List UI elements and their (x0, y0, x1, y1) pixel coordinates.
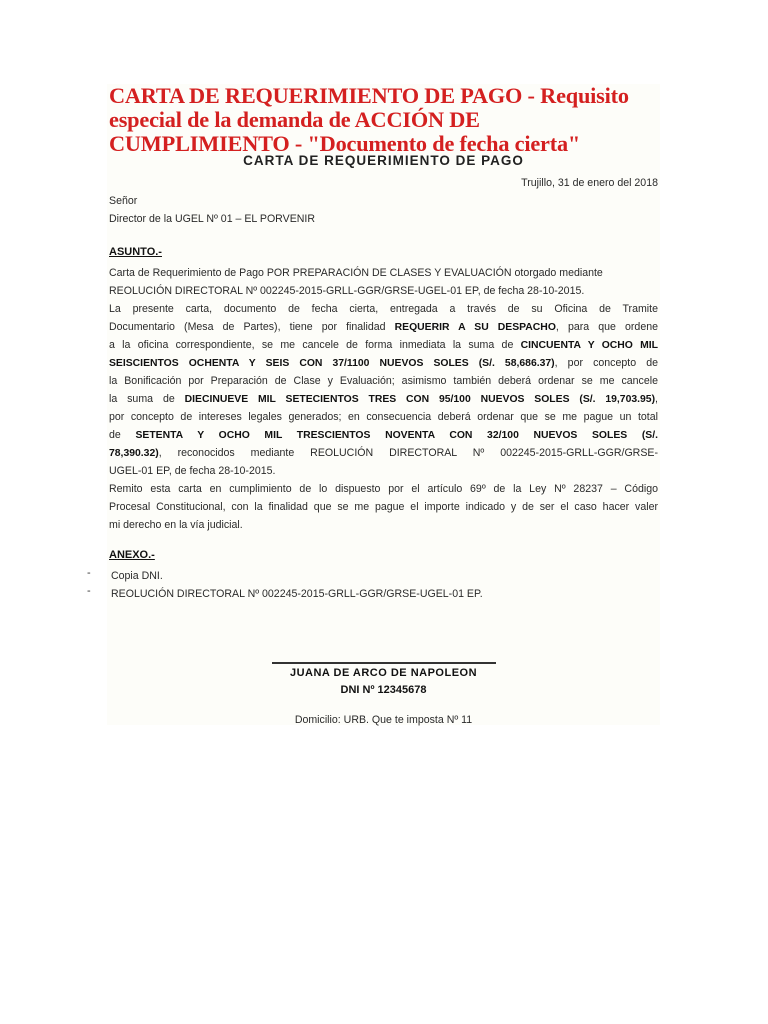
bold-amount-3b: 78,390.32) (109, 448, 159, 459)
asunto-line-2: REOLUCIÓN DIRECTORAL Nº 002245-2015-GRLL-GGR/GRSE-UGEL-01 EP, de fecha 28-10-2015. (109, 285, 585, 297)
document-title: CARTA DE REQUERIMIENTO DE PAGO - Requisito especial de la demanda de ACCIÓN DE CUMPLIMIENTO - "Documento de fecha cierta" (109, 83, 629, 156)
letter-heading: CARTA DE REQUERIMIENTO DE PAGO (243, 153, 524, 168)
body-line-3: La presente carta, documento de fecha cierta, entregada a través de su Oficina de Tramite (109, 303, 658, 315)
body-line-10: de SETENTA Y OCHO MIL TRESCIENTOS NOVENTA CON 32/100 NUEVOS SOLES (S/. (109, 429, 658, 441)
bold-amount-2: DIECINUEVE MIL SETECIENTOS TRES CON 95/100 NUEVOS SOLES (S/. 19,703.95) (184, 394, 656, 405)
bold-amount-1a: CINCUENTA Y OCHO MIL (520, 340, 658, 351)
bold-amount-1b: SEISCIENTOS OCHENTA Y SEIS CON 37/1100 NUEVOS SOLES (S/. 58,686.37) (109, 358, 555, 369)
body-line-13: Remito esta carta en cumplimiento de lo dispuesto por el artículo 69º de la Ley Nº 28237 – Código (109, 483, 658, 495)
body-line-14: Procesal Constitucional, con la finalidad que se me pague el importe indicado y de ser el caso hacer valer (109, 501, 658, 513)
asunto-heading: ASUNTO.- (109, 246, 162, 258)
body-line-9: por concepto de intereses legales generados; en consecuencia deberá ordenar que se me pague un total (109, 411, 658, 423)
anexo-item-2: REOLUCIÓN DIRECTORAL Nº 002245-2015-GRLL-GGR/GRSE-UGEL-01 EP. (111, 588, 483, 600)
body-line-5: a la oficina correspondiente, se me cancele de forma inmediata la suma de CINCUENTA Y OCHO MIL (109, 339, 658, 351)
salutation: Señor (109, 195, 138, 207)
letter-date: Trujillo, 31 de enero del 2018 (521, 177, 658, 189)
body-line-15: mi derecho en la vía judicial. (109, 519, 243, 531)
bold-requerir: REQUERIR A SU DESPACHO (394, 322, 556, 333)
asunto-line-1: Carta de Requerimiento de Pago POR PREPARACIÓN DE CLASES Y EVALUACIÓN otorgado mediante (109, 267, 603, 279)
anexo-bullet-2: - (87, 585, 91, 597)
body-line-6: SEISCIENTOS OCHENTA Y SEIS CON 37/1100 NUEVOS SOLES (S/. 58,686.37), por concepto de (109, 357, 658, 369)
body-line-11: 78,390.32), reconocidos mediante REOLUCIÓN DIRECTORAL Nº 002245-2015-GRLL-GGR/GRSE- (109, 447, 658, 459)
signature-name: JUANA DE ARCO DE NAPOLEON (289, 667, 478, 679)
body-line-7: la Bonificación por Preparación de Clase y Evaluación; asimismo también deberá ordenar se me cancele (109, 375, 658, 387)
anexo-heading: ANEXO.- (109, 549, 155, 561)
signature-domicilio: Domicilio: URB. Que te imposta Nº 11 (294, 714, 473, 726)
body-line-8: la suma de DIECINUEVE MIL SETECIENTOS TRES CON 95/100 NUEVOS SOLES (S/. 19,703.95), (109, 393, 658, 405)
recipient: Director de la UGEL Nº 01 – EL PORVENIR (109, 213, 316, 225)
anexo-item-1: Copia DNI. (111, 570, 163, 582)
signature-line (272, 662, 496, 664)
body-line-12: UGEL-01 EP, de fecha 28-10-2015. (109, 465, 276, 477)
signature-dni: DNI Nº 12345678 (340, 684, 427, 696)
anexo-bullet-1: - (87, 567, 91, 579)
body-line-4: Documentario (Mesa de Partes), tiene por finalidad REQUERIR A SU DESPACHO, para que ordene (109, 321, 658, 333)
bold-amount-3a: SETENTA Y OCHO MIL TRESCIENTOS NOVENTA CON 32/100 NUEVOS SOLES (S/. (135, 430, 658, 441)
